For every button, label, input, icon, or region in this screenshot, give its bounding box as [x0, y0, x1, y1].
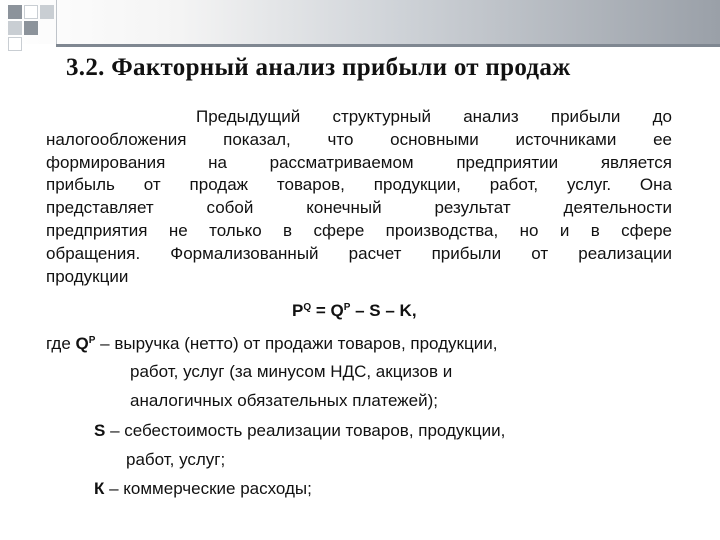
formula-p-sup: Q — [303, 302, 312, 313]
definition-symbol: Q — [75, 334, 89, 353]
definition-qp-line3: аналогичных обязательных платежей); — [130, 391, 439, 410]
header-vertical-line — [56, 0, 57, 44]
definition-s-line2: работ, услуг; — [126, 450, 226, 469]
definition-symbol: К — [94, 479, 105, 498]
definition-symbol: S — [94, 421, 106, 440]
definition-s — [94, 421, 505, 441]
definition-text: – себестоимость реализации товаров, продукции, — [105, 421, 506, 440]
formula-eq: = — [311, 301, 331, 320]
paragraph-line: Предыдущий структурный анализ прибыли до — [196, 107, 672, 126]
definition-text: – выручка (нетто) от продажи товаров, продукции, — [95, 334, 498, 353]
slide-title: 3.2. Факторный анализ прибыли от продаж — [66, 54, 571, 81]
intro-paragraph — [46, 106, 672, 288]
formula-rest: – S – K, — [350, 301, 417, 320]
paragraph-line: формирования на рассматриваемом предприятии является — [46, 152, 672, 172]
paragraph-line: обращения. Формализованный расчет прибыли от реализации — [46, 243, 672, 263]
header-band — [0, 0, 720, 44]
paragraph-line: налогообложения показал, что основными источниками ее — [46, 129, 672, 149]
decor-square — [40, 5, 54, 19]
decor-square — [24, 21, 38, 35]
formula-q: Q — [330, 301, 344, 320]
definition-symbol-sup: P — [88, 335, 96, 346]
paragraph-line: прибыль от продаж товаров, продукции, работ, услуг. Она — [46, 175, 672, 195]
formula-q-sup: P — [343, 302, 351, 313]
definition-text: – коммерческие расходы; — [104, 479, 312, 498]
paragraph-line: предприятия не только в сфере производства, но и в сфере — [46, 220, 672, 240]
decor-square — [8, 21, 22, 35]
definition-qp — [46, 334, 497, 354]
definition-prefix: где — [46, 334, 76, 353]
paragraph-line: представляет собой конечный результат деятельности — [46, 198, 672, 218]
decor-square — [24, 5, 38, 19]
definition-qp-line2: работ, услуг (за минусом НДС, акцизов и — [130, 362, 453, 381]
formula-p: P — [292, 301, 304, 320]
definition-k — [94, 479, 312, 499]
paragraph-line: продукции — [46, 266, 129, 286]
header-divider — [56, 44, 720, 47]
decor-square — [8, 5, 22, 19]
decor-square — [8, 37, 22, 51]
profit-formula — [292, 301, 417, 321]
